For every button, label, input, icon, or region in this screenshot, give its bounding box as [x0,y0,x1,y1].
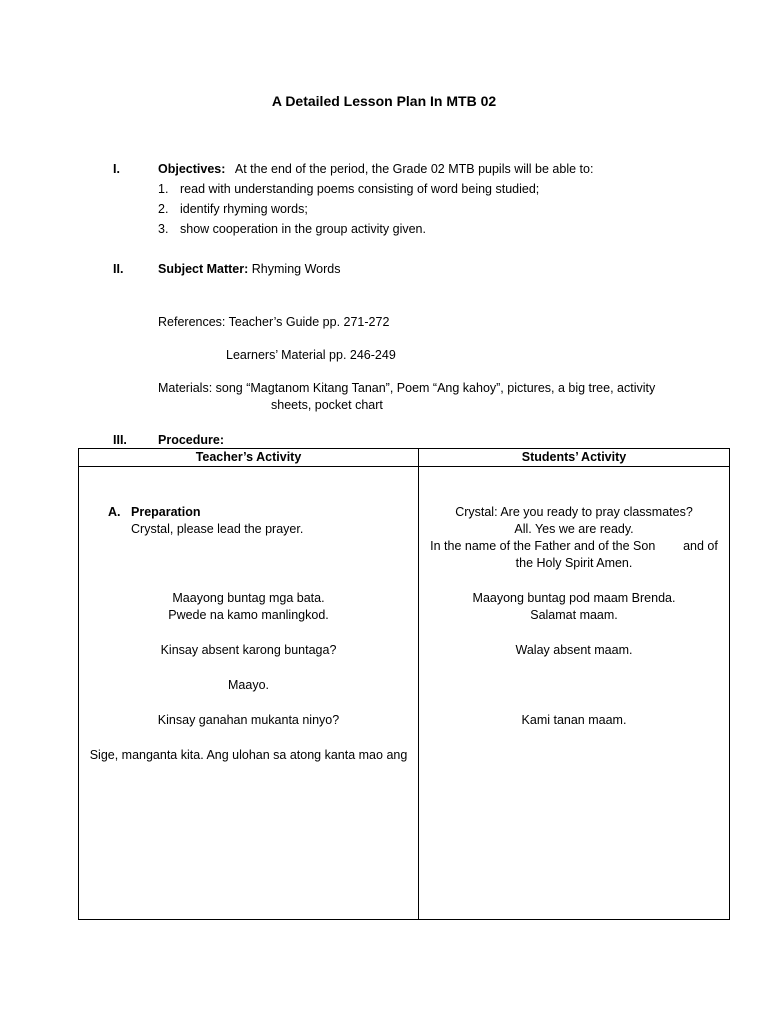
preparation-letter: A. [108,505,121,519]
procedure-table [78,448,730,920]
objective-number: 3. [158,222,169,236]
teacher-line: Maayong buntag mga bata. [172,591,325,605]
subject-matter-value: Rhyming Words [251,262,341,276]
preparation-heading [108,504,200,521]
objectives-label: Objectives: [158,162,226,176]
references-line-1: References: Teacher’s Guide pp. 271-272 [158,315,390,329]
subject-matter-numeral: II. [113,262,124,276]
procedure-numeral: III. [113,433,127,447]
objective-number: 2. [158,202,169,216]
teacher-activity-cell [79,467,419,920]
objective-item [158,202,308,216]
student-line: Crystal: Are you ready to pray classmates? [455,505,693,519]
student-line: Salamat maam. [530,608,618,622]
objective-item [158,222,426,236]
students-activity-header: Students’ Activity [419,449,730,467]
teacher-line: Kinsay absent karong buntaga? [160,643,337,657]
teacher-line: Kinsay ganahan mukanta ninyo? [157,713,340,727]
preparation-label: Preparation [131,505,201,519]
student-line: Walay absent maam. [515,643,633,657]
teacher-line: Crystal, please lead the prayer. [131,522,304,536]
objectives-heading [158,162,593,176]
objective-text: show cooperation in the group activity given. [180,222,426,236]
teacher-line: Maayo. [228,678,269,692]
objective-item [158,182,539,196]
subject-matter-heading [158,262,340,276]
teacher-activity-header: Teacher’s Activity [79,449,419,467]
student-line: the Holy Spirit Amen. [515,556,633,570]
teacher-line: Pwede na kamo manlingkod. [168,608,329,622]
student-line: In the name of the Father and of the Son and of [430,539,718,553]
student-line: All. Yes we are ready. [514,522,634,536]
subject-matter-label: Subject Matter: [158,262,249,276]
students-activity-cell [419,467,730,920]
materials-line-2: sheets, pocket chart [271,398,383,412]
objective-text: read with understanding poems consisting of word being studied; [180,182,540,196]
references-line-2: Learners’ Material pp. 246-249 [226,348,396,362]
materials-line-1: Materials: song “Magtanom Kitang Tanan”, Poem “Ang kahoy”, pictures, a big tree, activity [158,381,656,395]
document-title: A Detailed Lesson Plan In MTB 02 [271,93,497,109]
objective-text: identify rhyming words; [180,202,308,216]
student-line: Kami tanan maam. [521,713,627,727]
objective-number: 1. [158,182,169,196]
procedure-label: Procedure: [158,433,224,447]
student-line: Maayong buntag pod maam Brenda. [472,591,676,605]
objectives-numeral: I. [113,162,120,176]
objectives-intro: At the end of the period, the Grade 02 MTB pupils will be able to: [234,162,594,176]
teacher-line: Sige, manganta kita. Ang ulohan sa atong kanta mao ang [89,748,408,762]
